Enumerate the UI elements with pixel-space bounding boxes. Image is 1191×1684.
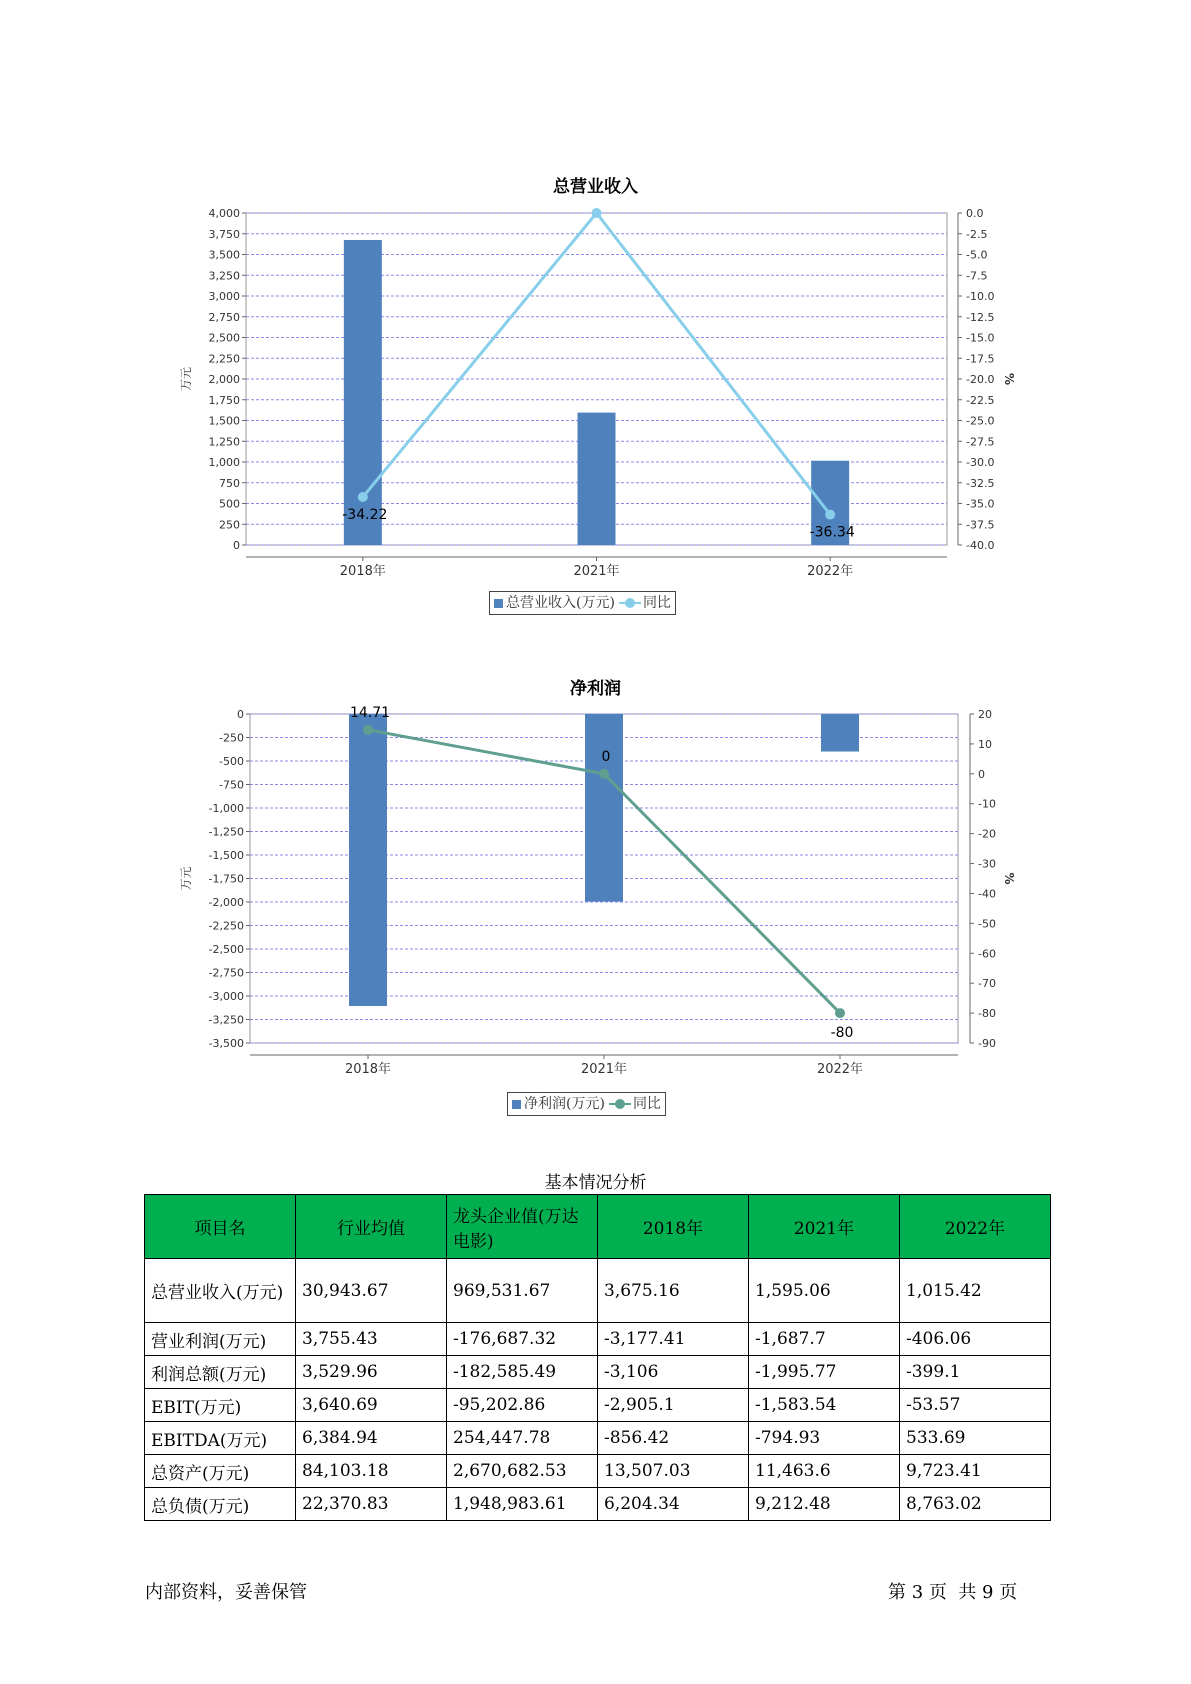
y-tick-label: -1,250 [208,825,244,839]
row-label-cell: EBIT(万元) [145,1389,296,1422]
y2-tick-label: -20.0 [966,373,995,386]
value-cell: 1,595.06 [749,1259,900,1323]
profit-chart [0,700,1191,1080]
yoy-data-label: -80 [830,1025,854,1042]
profit-chart-legend [507,1092,666,1116]
y2-tick-label: 0.0 [966,207,984,220]
x-tick-label: 2022年 [816,1062,864,1077]
value-cell: 13,507.03 [598,1455,749,1488]
value-cell: -53.57 [900,1389,1051,1422]
footer-confidential-note: 内部资料，妥善保管 [145,1582,307,1603]
y2-tick-label: -90 [978,1037,996,1050]
y-axis-label: 万元 [179,366,193,392]
y2-tick-label: -10 [978,797,996,811]
y-tick-label: -3,250 [208,1013,244,1027]
x-tick-label: 2022年 [807,564,854,579]
y2-tick-label: -2.5 [966,227,988,241]
value-cell: 8,763.02 [900,1488,1051,1521]
legend-line-swatch [609,1099,631,1109]
value-cell: -2,905.1 [598,1389,749,1422]
x-tick-label: 2018年 [344,1062,392,1077]
table-header: 项目名 [145,1195,296,1259]
y-tick-label: -1,750 [208,872,244,886]
yoy-point-2018年 [363,725,373,735]
value-cell: 9,212.48 [749,1488,900,1521]
yoy-data-label: 14.71 [349,704,391,721]
y-tick-label: -1,000 [208,802,244,815]
value-cell: -95,202.86 [447,1389,598,1422]
y2-tick-label: -30.0 [966,456,995,469]
x-tick-label: 2021年 [580,1062,628,1077]
y-tick-label: -2,750 [208,966,244,980]
analysis-table [144,1194,1051,1521]
row-label-cell: 营业利润(万元) [145,1323,296,1356]
y-tick-label: 500 [219,497,240,511]
value-cell: 2,670,682.53 [447,1455,598,1488]
revenue-chart [0,200,1191,579]
y2-tick-label: -35.0 [966,497,995,511]
y2-tick-label: -32.5 [966,476,995,490]
value-cell: -406.06 [900,1323,1051,1356]
legend-bar-swatch [494,599,503,608]
value-cell: 254,447.78 [447,1422,598,1455]
y-tick-label: -750 [219,778,244,792]
value-cell: 6,384.94 [296,1422,447,1455]
table-row [145,1389,1051,1422]
y-tick-label: -250 [219,731,244,745]
table-title: 基本情况分析 [544,1173,647,1193]
yoy-point-2018年 [358,492,368,502]
revenue-chart-legend [489,591,676,615]
value-cell: 969,531.67 [447,1259,598,1323]
yoy-point-2021年 [592,208,602,218]
y2-axis-label: % [1002,372,1016,386]
value-cell: 6,204.34 [598,1488,749,1521]
yoy-data-label: -34.22 [342,507,388,524]
y2-tick-label: -40.0 [966,539,995,552]
legend-bar-label: 总营业收入(万元) [506,595,615,611]
y-tick-label: 1,750 [208,393,240,407]
value-cell: 22,370.83 [296,1488,447,1521]
y2-tick-label: -30 [978,857,996,871]
value-cell: -182,585.49 [447,1356,598,1389]
y-tick-label: -3,000 [208,990,244,1003]
row-label-cell: 总资产(万元) [145,1455,296,1488]
y-tick-label: -3,500 [208,1037,244,1050]
value-cell: -1,687.7 [749,1323,900,1356]
table-row [145,1323,1051,1356]
y-tick-label: 1,250 [208,435,240,449]
table-row [145,1455,1051,1488]
value-cell: 1,948,983.61 [447,1488,598,1521]
yoy-point-2022年 [835,1008,845,1018]
table-header: 龙头企业值(万达电影) [447,1195,598,1259]
bar-2018年 [349,714,387,1006]
y2-tick-label: -7.5 [966,269,988,283]
y-tick-label: -500 [219,755,244,768]
legend-line-label: 同比 [632,1096,661,1112]
value-cell: 533.69 [900,1422,1051,1455]
y-tick-label: -2,500 [208,943,244,956]
y-tick-label: 0 [233,539,240,552]
yoy-data-label: -36.34 [809,524,855,541]
y2-tick-label: -15.0 [966,331,995,345]
y-tick-label: 2,750 [208,310,240,324]
table-header: 2018年 [598,1195,749,1259]
y-tick-label: 2,000 [208,373,240,386]
revenue-chart-title: 总营业收入 [553,177,638,197]
table-header-row [145,1195,1051,1259]
y2-tick-label: -60 [978,947,996,961]
y2-tick-label: 0 [978,767,985,781]
profit-chart-title: 净利润 [570,679,621,699]
value-cell: -856.42 [598,1422,749,1455]
value-cell: 9,723.41 [900,1455,1051,1488]
x-tick-label: 2021年 [573,564,620,579]
y-tick-label: 3,500 [208,248,240,262]
row-label-cell: 利润总额(万元) [145,1356,296,1389]
y2-tick-label: -70 [978,977,996,991]
yoy-data-label: 0 [601,748,611,765]
y-tick-label: 3,250 [208,269,240,283]
value-cell: -3,106 [598,1356,749,1389]
y2-tick-label: -17.5 [966,352,995,366]
y-tick-label: 0 [237,708,244,721]
value-cell: 11,463.6 [749,1455,900,1488]
row-label-cell: 总负债(万元) [145,1488,296,1521]
y2-tick-label: -20 [978,827,996,841]
y-tick-label: -2,250 [208,919,244,933]
table-row [145,1422,1051,1455]
y2-axis-label: % [1002,872,1016,885]
y2-tick-label: -27.5 [966,435,995,449]
y-axis-label: 万元 [179,866,193,891]
table-header: 2021年 [749,1195,900,1259]
y2-tick-label: -50 [978,917,996,931]
bar-2022年 [821,714,859,752]
y2-tick-label: -40 [978,887,996,901]
value-cell: -399.1 [900,1356,1051,1389]
y2-tick-label: -12.5 [966,310,995,324]
y-tick-label: 2,500 [208,331,240,345]
table-header: 2022年 [900,1195,1051,1259]
legend-bar-label: 净利润(万元) [524,1096,605,1112]
y2-tick-label: -37.5 [966,518,995,532]
y2-tick-label: 20 [978,708,992,721]
value-cell: 3,640.69 [296,1389,447,1422]
yoy-point-2021年 [599,769,609,779]
y-tick-label: 1,500 [208,414,240,428]
y-tick-label: 3,000 [208,290,240,303]
value-cell: 84,103.18 [296,1455,447,1488]
yoy-point-2022年 [825,510,835,520]
y2-tick-label: -5.0 [966,248,988,262]
bar-2021年 [585,714,623,902]
value-cell: 3,675.16 [598,1259,749,1323]
table-header: 行业均值 [296,1195,447,1259]
x-tick-label: 2018年 [339,564,386,579]
value-cell: -1,583.54 [749,1389,900,1422]
table-row [145,1356,1051,1389]
y-tick-label: 3,750 [208,227,240,241]
legend-line-label: 同比 [642,595,671,611]
row-label-cell: 总营业收入(万元) [145,1259,296,1323]
y-tick-label: 2,250 [208,352,240,366]
y2-tick-label: -25.0 [966,414,995,428]
legend-line-swatch [619,598,641,608]
y2-tick-label: 10 [978,737,992,751]
value-cell: -1,995.77 [749,1356,900,1389]
y-tick-label: 750 [219,476,240,490]
table-row [145,1488,1051,1521]
bar-2021年 [578,413,616,545]
y-tick-label: -2,000 [208,896,244,909]
value-cell: -794.93 [749,1422,900,1455]
y-tick-label: -1,500 [208,849,244,862]
y-tick-label: 4,000 [208,207,240,220]
value-cell: 3,529.96 [296,1356,447,1389]
value-cell: 30,943.67 [296,1259,447,1323]
footer-page-number: 第 3 页 共 9 页 [888,1582,1018,1603]
y2-tick-label: -22.5 [966,393,995,407]
y-tick-label: 250 [219,518,240,532]
y2-tick-label: -80 [978,1007,996,1021]
value-cell: 3,755.43 [296,1323,447,1356]
table-row [145,1259,1051,1323]
y2-tick-label: -10.0 [966,290,995,303]
y-tick-label: 1,000 [208,456,240,469]
row-label-cell: EBITDA(万元) [145,1422,296,1455]
legend-bar-swatch [512,1100,521,1109]
value-cell: -176,687.32 [447,1323,598,1356]
value-cell: 1,015.42 [900,1259,1051,1323]
value-cell: -3,177.41 [598,1323,749,1356]
